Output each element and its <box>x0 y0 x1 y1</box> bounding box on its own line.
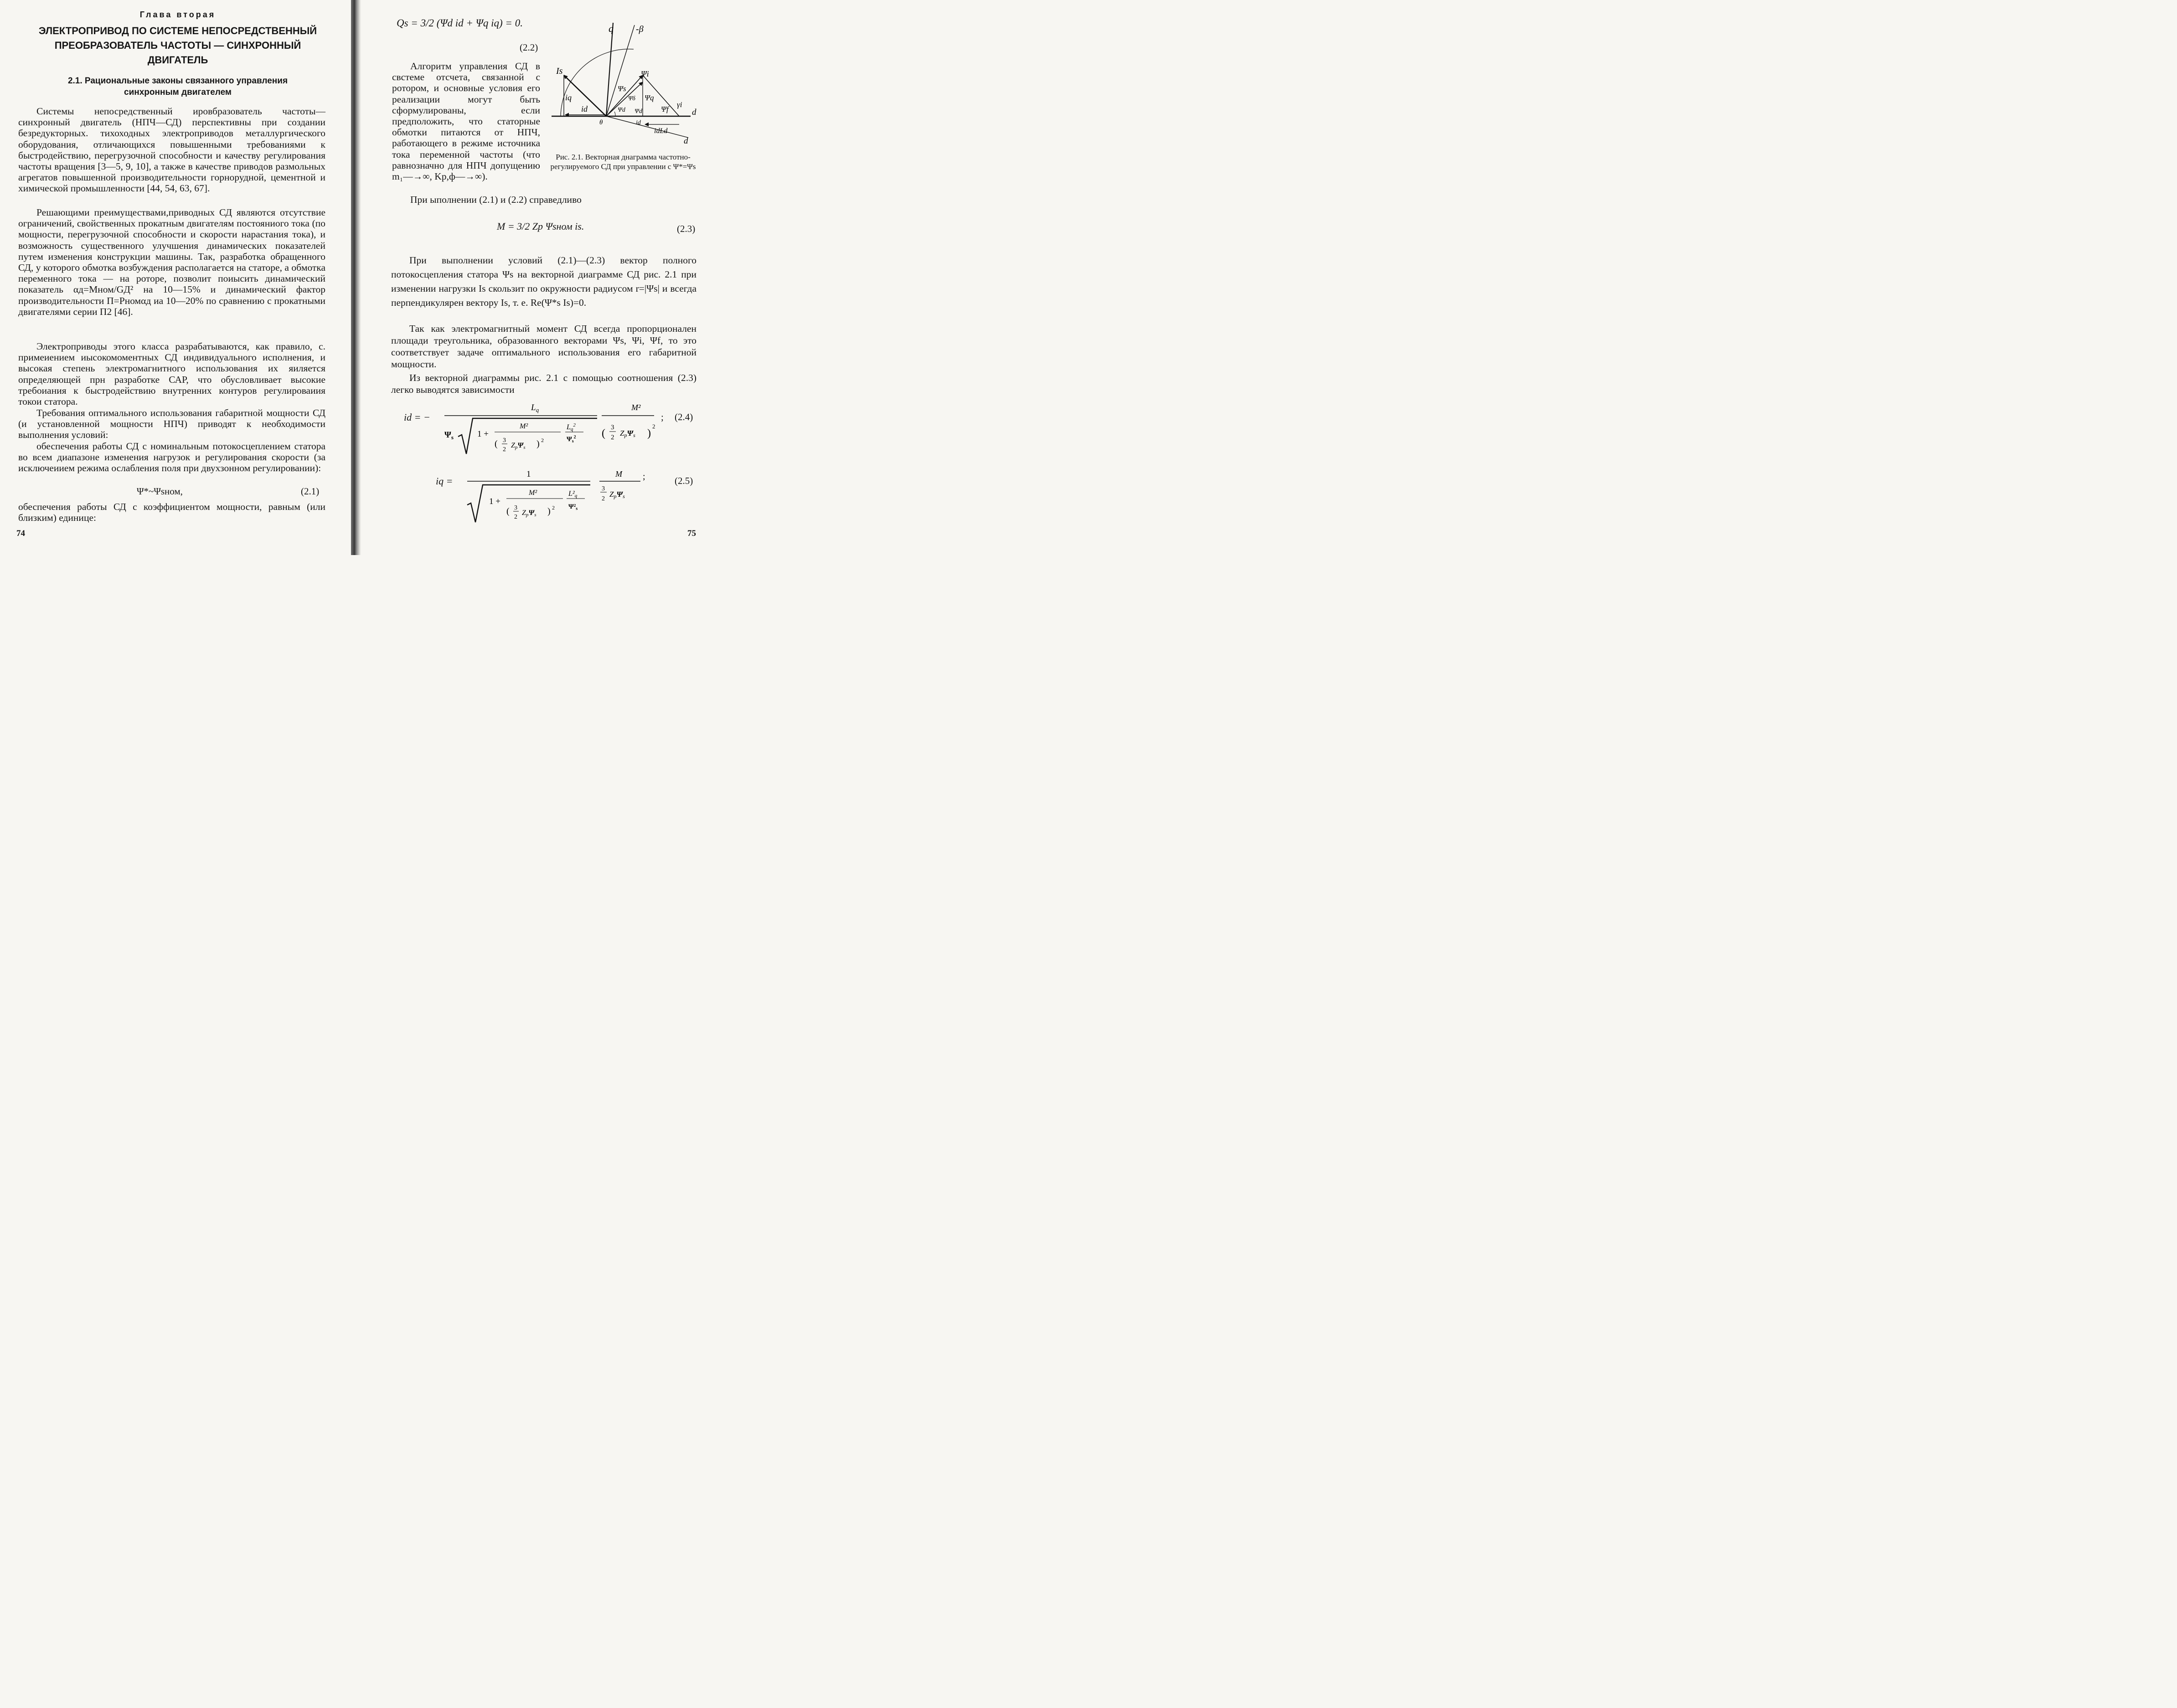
equation-2-1: Ψ*~Ψsном, <box>137 486 183 497</box>
equation-2-4-fraction <box>440 400 659 459</box>
svg-text:(: ( <box>495 439 498 449</box>
equation-2-5-lhs: iq = <box>436 475 453 487</box>
fig-label-d-axis: d <box>692 108 696 117</box>
equation-number-2-4: (2.4) <box>675 412 693 422</box>
paragraph-r1: Алгоритм управления СД в свстеме отсчета, связанной с ротором, и основные условия его реализации могут быть сформулированы, если предположить, что статорные обмотки питаются от НПЧ, работающего в режиме источника тока переменной частоты (что равнозначно для НПЧ допущению m₁—→∞, Kр,ф—→∞). <box>392 61 540 182</box>
fig-label-Is: Is <box>556 66 563 76</box>
equation-number-2-5: (2.5) <box>675 475 693 486</box>
svg-text:Lq: $L_q$ <box>531 403 539 413</box>
fig-label-Psi-q: Ψq <box>645 93 654 102</box>
svg-text:ZpΨs: ZpΨs <box>609 490 625 499</box>
right-page: Qs = 3/2 (Ψd id + Ψq iq) = 0. (2.2) Алгоритм управления СД в свстеме отсчета, связанной с ротором, и основные условия его реализации могут быть сформулированы, если предположить, что статорные обмотки питаются от НПЧ, работающего в режиме источника тока переменной частоты (что равнозначно для НПЧ допущению m₁—→∞, Kр,ф—→∞). q -β Is Ψi Ψs Ψδ Ψq Ψd Ψd Ψf iq id γi d d θ idLd id Рис. 2.1. Векторная днаграмма частотно-регулируемого СД при управлении с Ψ*=Ψs При ыполнении (2.1) и (2.2) справедливо M = 3/2 Zp Ψsном is. (2.3) При выполнении условий (2.1)—(2.3) вектор полного потокосцепления статора Ψs на векторной диаграмме СД рис. 2.1 при изменении нагрузки Is скользит по окружности радиусом r=|Ψs| и всегда перпендикулярен вектору Is, т. е. Re(Ψ*s Is)=0. Так как электромагнитный момент СД всегда пропорционален площади треугольника, образованного векторами Ψs, Ψi, Ψf, то это соответствует задаче оптимального использования его габаритной мощности. Из векторной диаграммы рис. 2.1 с помощью соотношения (2.3) легко выводятся зависимости id = − $L_q$ $\Psi_s$ 1 + M² ( 3 2 ZpΨs ) 2 Lq$^2$ $\Psi_s^2$ M² ( 3 2 ZpΨs ) 2 ; (2.4) iq = 1 1 + M² ( 3 2 ZpΨs ) 2 L²q $\Psi^2_s$ M 3 2 ZpΨs ; (2.5) 75 <box>360 0 707 555</box>
svg-text:Lq2: Lq$^2$ <box>567 422 576 432</box>
fig-label-Psi-d-2: Ψd <box>635 108 642 115</box>
fig-label-idLd: idLd <box>654 127 668 135</box>
svg-text:M²: M² <box>631 403 641 412</box>
section-heading-line: синхронным двигателем <box>124 87 232 97</box>
svg-text:3: 3 <box>611 424 614 431</box>
fig-label-Psi-f: Ψf <box>661 105 669 113</box>
section-heading <box>41 75 315 98</box>
svg-text:Ψs: $\Psi_s$ <box>444 430 454 441</box>
paragraph-r5: Из векторной диаграммы рис. 2.1 с помощью соотношения (2.3) легко выводятся зависимости <box>391 372 696 395</box>
svg-text:L²q: L²q <box>568 490 578 499</box>
svg-text:1 +: 1 + <box>477 429 489 439</box>
svg-text:M: M <box>615 469 622 478</box>
svg-text:(: ( <box>602 427 605 439</box>
angle-arc <box>614 112 615 116</box>
page-number-right: 75 <box>687 529 696 538</box>
svg-text:(: ( <box>506 506 510 516</box>
svg-text:M²: M² <box>520 422 528 430</box>
svg-text:3: 3 <box>514 504 517 511</box>
paragraph-r3: При выполнении условий (2.1)—(2.3) вектор полного потокосцепления статора Ψs на векторной диаграмме СД рис. 2.1 при изменении нагрузки Is скользит по окружности радиусом r=|Ψs| и всегда перпендикулярен вектору Is, т. е. Re(Ψ*s Is)=0. <box>391 255 696 308</box>
paragraph-1: Системы непосредственный ировбразователь частоты— синхронный двигатель (НПЧ—СД) перспективны при создании безредукторных. тихоходных электроприводов металлургического оборудования, отличающихся повышенными требованиями к быстродействию, перегрузочной способности и качеству регулирования частоты вращения [3—5, 9, 10], а также в качестве приводов размольных агрегатов повышенной производительности горнорудной, цементной и химической промышленности [44, 54, 63, 67]. <box>18 106 325 194</box>
svg-text:3: 3 <box>503 437 506 444</box>
rotated-d-axis-line <box>606 116 688 138</box>
paragraph-2: Решающими преимуществами,приводных СД являются отсутствие ограничений, свойственных прокатным двигателям постояниого тока (по мощности, перегрузочной способности и скорости нарастания тока), и возможность существенного улучшения динамических показателей путем изменения конструкции машины. Так, разработка обращенного СД, у которого обмотка возбуждения располагается на статоре, а обмотка переменного тока — на роторе, позволит поиысить динамический показатель αд=Mном/GД² на 10—15% и динамический фактор производительности П=Pномαд иа 10—20% по сравнению с прокатными двигателями серии П2 [46]. <box>18 207 325 317</box>
svg-text:2: 2 <box>541 437 544 443</box>
fig-label-Psi-delta: Ψδ <box>628 95 635 102</box>
svg-text:1: 1 <box>526 469 531 479</box>
svg-text:): ) <box>547 506 551 516</box>
equation-number-2-2: (2.2) <box>520 42 538 53</box>
fig-label-id-small: id <box>636 119 641 126</box>
left-page <box>0 0 351 555</box>
fig-label-theta: θ <box>599 119 603 126</box>
chapter-title-line: ПРЕОБРАЗОВАТЕЛЬ ЧАСТОТЫ — СИНХРОННЫЙ <box>54 40 301 51</box>
svg-text:): ) <box>537 439 540 449</box>
paragraph-5: обеспечения работы СД с номинальным потокосцеплением статора во всем диапазоне изменения нагрузок и регулирования скорости (за исключеиием режима ослабления поля при двухзонном регулировании): <box>18 441 325 474</box>
svg-text:3: 3 <box>602 485 605 492</box>
page-number-left: 74 <box>16 529 25 538</box>
svg-text:2: 2 <box>652 423 655 430</box>
svg-text:2: 2 <box>552 504 555 511</box>
chapter-title <box>27 24 328 67</box>
fig-label-Psi-i: Ψi <box>641 69 649 78</box>
chapter-heading: Глава вторая <box>139 10 216 19</box>
paragraph-r4: Так как электромагнитный момент СД всегда пропорционален площади треугольника, образованного векторами Ψs, Ψi, Ψf, то это соответствует задаче оптимального использования его габаритной мощности. <box>391 323 696 370</box>
paragraph-r2: При ыполнении (2.1) и (2.2) справедливо <box>410 194 582 205</box>
equation-number-2-3: (2.3) <box>677 223 696 234</box>
svg-text:Ψ²s: $\Psi^2_s$ <box>568 503 578 511</box>
fig-label-q: q <box>609 23 614 34</box>
equation-2-5-fraction <box>463 467 659 526</box>
fig-label-iq: iq <box>565 93 572 102</box>
svg-text:2: 2 <box>514 514 517 520</box>
fig-label-Psi-s: Ψs <box>618 84 626 93</box>
svg-text:ZpΨs: ZpΨs <box>511 442 526 450</box>
equation-2-3: M = 3/2 Zp Ψsном is. <box>497 221 584 232</box>
svg-text:2: 2 <box>611 434 614 441</box>
book-spine-gutter <box>351 0 361 555</box>
q-axis-line <box>606 23 613 116</box>
equation-2-4-lhs: id = − <box>404 412 430 423</box>
fig-label-gamma-i: γi <box>677 100 682 109</box>
paragraph-6: обеспечения работы СД с коэффициентом мощности, равным (или близким) единице: <box>18 501 325 524</box>
equation-number-2-1: (2.1) <box>301 486 320 497</box>
paragraph-3: Электроприводы этого класса разрабатываются, как правило, с. примеиением иысокомоментных СД индивидуального исполнения, и высокая степень электромагнитного использования их яиляется определяющей прн разработке САР, что обусловливает высокие требоиания к быстродействию внутренних контуров регулироваиия токои статора. <box>18 341 325 407</box>
equation-2-2: Qs = 3/2 (Ψd id + Ψq iq) = 0. <box>397 17 523 29</box>
paragraph-4: Требования оптимального использования габаритной мощности СД (и установленной мощности НПЧ) приводят к необходимости выполнения условий: <box>18 407 325 441</box>
figure-caption: Рис. 2.1. Векторная днаграмма частотно-регулируемого СД при управлении с Ψ*=Ψs <box>550 153 696 171</box>
fig-label-beta: -β <box>636 24 644 34</box>
vector-diagram-figure <box>547 18 704 150</box>
svg-text:Ψs2: $\Psi_s^2$ <box>567 435 576 444</box>
svg-text:M²: M² <box>529 489 537 497</box>
svg-text:;: ; <box>643 472 645 482</box>
section-heading-line: 2.1. Рациональные законы связанного управления <box>67 76 288 86</box>
svg-text:ZpΨs: ZpΨs <box>620 429 635 438</box>
chapter-title-line: ЭЛЕКТРОПРИВОД ПО СИСТЕМЕ НЕПОСРЕДСТВЕННЫЙ <box>38 25 317 36</box>
svg-text:2: 2 <box>602 495 605 502</box>
svg-text:ZpΨs: ZpΨs <box>522 509 537 518</box>
svg-text:): ) <box>647 427 651 439</box>
fig-label-id: id <box>581 104 588 113</box>
fig-label-d-axis-rotated: d <box>684 136 688 146</box>
chapter-title-line: ДВИГАТЕЛЬ <box>147 54 208 66</box>
svg-text:1 +: 1 + <box>489 497 500 506</box>
svg-text:2: 2 <box>503 446 506 453</box>
fig-label-Psi-d: Ψd <box>618 107 625 113</box>
